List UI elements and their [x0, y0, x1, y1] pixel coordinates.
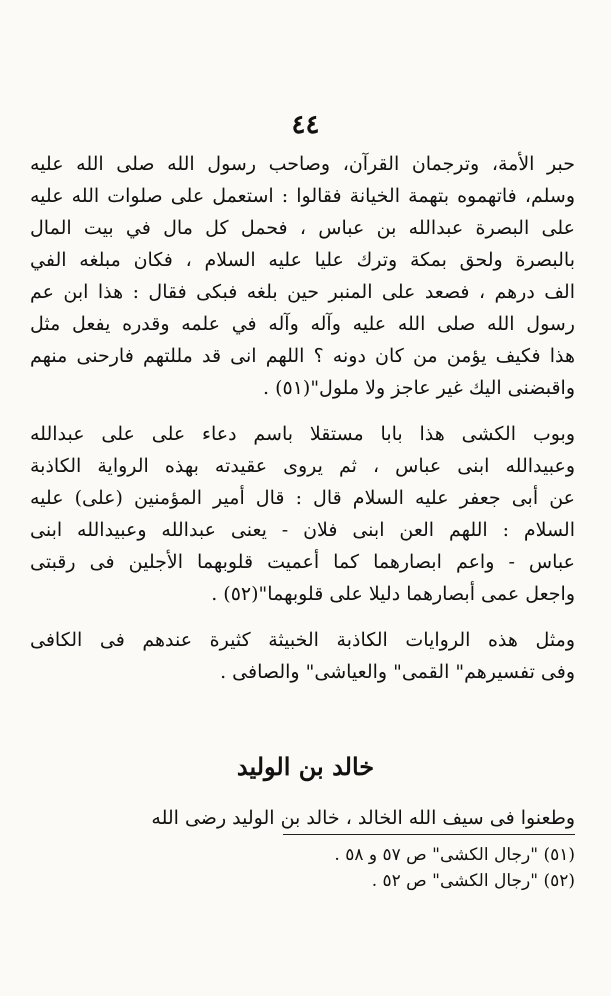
footnote: (٥٢) "رجال الكشى" ص ٥٢ . — [371, 871, 575, 891]
text-line: على البصرة عبدالله بن عباس ، فحمل كل مال في بيت المال — [30, 217, 575, 239]
text-line: وسلم، فاتهموه بتهمة الخيانة فقالوا : استعمل على صلوات الله عليه — [30, 185, 575, 207]
text-line: عن أبى جعفر عليه السلام قال : قال أمير المؤمنين (على) عليه — [30, 487, 575, 509]
text-line: وبوب الكشى هذا بابا مستقلا باسم دعاء على على عبدالله — [30, 423, 575, 445]
text-line: وفى تفسيرهم" القمى" والعياشى" والصافى . — [220, 661, 575, 683]
text-line: الف درهم ، فصعد على المنبر حين بلغه فبكى فقال : هذا ابن عم — [30, 281, 575, 303]
footnote-divider — [283, 834, 575, 835]
text-line: ومثل هذه الروايات الكاذبة الخبيثة كثيرة عندهم فى الكافى — [30, 629, 575, 651]
section-body — [30, 802, 575, 834]
body-text — [30, 148, 575, 688]
text-line: واقبضنى اليك غير عاجز ولا ملول"(٥١) . — [262, 377, 575, 399]
footnotes — [155, 842, 575, 894]
text-line: وعبيدالله ابنى عباس ، ثم يروى عقيدته بهذه الرواية الكاذبة — [30, 455, 575, 477]
section-heading: خالد بن الوليد — [236, 752, 375, 781]
text-line: السلام : اللهم العن ابنى فلان - يعنى عبدالله وعبيدالله ابنى — [30, 519, 575, 541]
text-line: واجعل عمى أبصارهما دليلا على قلوبهما"(٥٢) . — [211, 583, 575, 605]
paragraph-1 — [30, 148, 575, 404]
text-line: بالبصرة ولحق بمكة وترك عليا عليه السلام ، فكان مبلغه الفي — [30, 249, 575, 271]
text-line: رسول الله صلى الله عليه وآله وآله في علمه وقدره يفعل مثل — [30, 313, 575, 335]
paragraph-3 — [30, 624, 575, 688]
text-line: عباس - واعم ابصارهما كما أعميت قلوبهما الأجلين فى رقبتى — [30, 551, 575, 573]
footnote: (٥١) "رجال الكشى" ص ٥٧ و ٥٨ . — [334, 845, 575, 865]
paragraph-spacer — [30, 610, 575, 624]
text-line: حبر الأمة، وترجمان القرآن، وصاحب رسول الله صلى الله عليه — [30, 153, 575, 175]
text-line: هذا فكيف يؤمن من كان دونه ؟ اللهم انى قد مللتهم فارحنى منهم — [30, 345, 575, 367]
paragraph-spacer — [30, 404, 575, 418]
page-number: ٤٤ — [291, 110, 320, 140]
text-line: وطعنوا فى سيف الله الخالد ، خالد بن الوليد رضى الله — [151, 807, 575, 829]
paragraph-2 — [30, 418, 575, 610]
